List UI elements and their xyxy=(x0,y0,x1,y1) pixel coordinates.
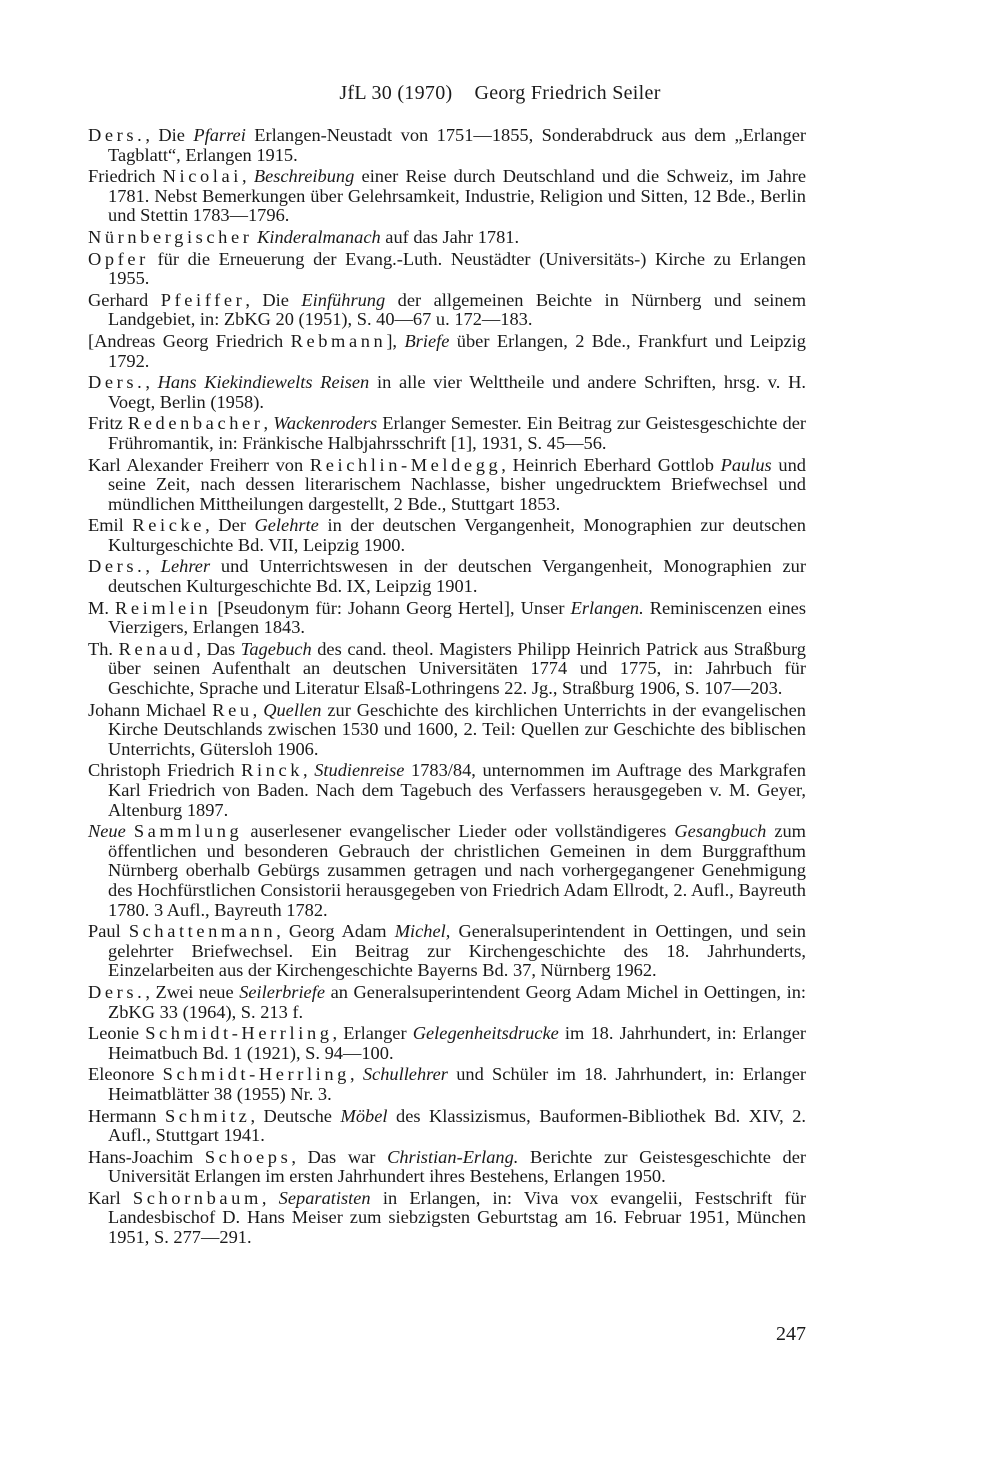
entry-text: , Georg Adam xyxy=(276,921,395,942)
entry-title-keyword: Paulus xyxy=(720,454,772,475)
entry-title-keyword: Michel, xyxy=(394,921,451,942)
entry-author: Opfer xyxy=(88,248,149,269)
entry-text: , xyxy=(263,413,274,434)
entry-author: Schmidt-Herrling xyxy=(145,1023,333,1044)
entry-text: Erlangen-Neustadt von 1751—1855, Sonderabdruck aus dem „Erlanger Tagblatt“, Erlangen 1915. xyxy=(108,125,806,165)
entry-author: Reimlein xyxy=(115,597,212,618)
bibliography-entry xyxy=(88,250,806,289)
bibliography-entry xyxy=(88,1065,806,1104)
entry-title-keyword: Schullehrer xyxy=(362,1064,448,1085)
entry-title-keyword: Christian-Erlang. xyxy=(387,1146,519,1167)
entry-text: auserlesener evangelischer Lieder oder vollständigeres xyxy=(242,821,675,842)
entry-text: , Das war xyxy=(291,1146,388,1167)
entry-text: Christoph Friedrich xyxy=(88,760,242,781)
entry-text: einer Reise durch Deutschland und die Schweiz, im Jahre 1781. Nebst Bemerkungen über Gelehrsamkeit, Industrie, Religion und Sitten, 12 Bde., Berlin und Stettin 1783—1796. xyxy=(108,166,806,226)
entry-title-keyword: Lehrer xyxy=(160,556,211,577)
bibliography-entry xyxy=(88,332,806,371)
entry-author: Rinck xyxy=(241,760,304,781)
bibliography-entry xyxy=(88,1189,806,1248)
entry-text: , xyxy=(303,760,315,781)
entry-text: ], xyxy=(386,330,405,351)
entry-text: in der deutschen Vergangenheit, Monographien zur deutschen Kulturgeschichte Bd. VII, Leipzig 1900. xyxy=(108,515,806,555)
entry-author: Nicolai xyxy=(162,166,242,187)
entry-title-keyword: Briefe xyxy=(404,330,450,351)
entry-title-keyword: Separatisten xyxy=(278,1187,371,1208)
entry-text: Leonie xyxy=(88,1023,146,1044)
entry-title-keyword: Erlangen. xyxy=(570,597,644,618)
entry-author: Ders. xyxy=(88,556,146,577)
entry-text: und Schüler im 18. Jahrhundert, in: Erlanger Heimatblätter 38 (1955) Nr. 3. xyxy=(108,1064,806,1104)
entry-text: Berichte zur Geistesgeschichte der Universität Erlangen im ersten Jahrhundert ihres Bestehens, Erlangen 1950. xyxy=(108,1146,806,1187)
entry-text: , xyxy=(242,166,254,187)
entry-text: zum öffentlichen und besonderen Gebrauch der christlichen Gemeinen in dem Burggrafthum Nürnberg oberhalb Gebürgs zusammen getragen und nach vorhergegangener Genehmigung des Hochfürstlichen Consistorii herausgegeben von Friedrich Adam Ellrodt, 2. Aufl., Bayreuth 1780. 3 Aufl., Bayreuth 1782. xyxy=(108,821,806,920)
entry-author: Schoeps xyxy=(204,1146,292,1167)
entry-author: Reu xyxy=(212,699,253,720)
entry-author: Nürnbergischer xyxy=(88,226,253,247)
entry-text: Gerhard xyxy=(88,289,161,310)
bibliography-entry xyxy=(88,167,806,226)
bibliography-entry xyxy=(88,126,806,165)
entry-title-keyword: Seilerbriefe xyxy=(239,981,325,1002)
entry-text: der allgemeinen Beichte in Nürnberg und seinem Landgebiet, in: ZbKG 20 (1951), S. 40—67 u. 172—183. xyxy=(108,289,807,330)
entry-text xyxy=(126,821,134,841)
entry-text: Friedrich xyxy=(88,166,163,187)
entry-text: Karl Alexander Freiherr von xyxy=(88,454,310,475)
entry-text: in Erlangen, in: Viva vox evangelii, Festschrift für Landesbischof D. Hans Meiser zum siebzigsten Geburtstag am 16. Februar 1951, München 1951, S. 277—291. xyxy=(108,1187,806,1248)
entry-text: , xyxy=(145,556,161,577)
bibliography-entry xyxy=(88,822,806,920)
bibliography-entry xyxy=(88,922,806,981)
entry-title-keyword: Studienreise xyxy=(314,760,405,781)
entry-text: Emil xyxy=(88,515,133,536)
entry-title-keyword: Pfarrei xyxy=(193,125,246,145)
entry-text: Eleonore xyxy=(88,1064,163,1085)
bibliography-entry xyxy=(88,414,806,453)
bibliography-entry xyxy=(88,701,806,760)
entry-title-keyword: Möbel xyxy=(340,1105,388,1126)
bibliography-entry xyxy=(88,516,806,555)
entry-author: Schattenmann xyxy=(128,921,277,942)
entry-title-keyword: Hans Kiekindiewelts Reisen xyxy=(157,372,370,393)
entry-text: Hans-Joachim xyxy=(88,1146,205,1167)
entry-author: Reicke xyxy=(132,515,206,536)
bibliography-entry xyxy=(88,640,806,699)
bibliography-entry xyxy=(88,456,806,515)
bibliography-entry xyxy=(88,761,806,820)
entry-text: Johann Michael xyxy=(88,699,213,720)
entry-text: Erlanger Semester. Ein Beitrag zur Geistesgeschichte der Frühromantik, in: Fränkische Halbjahrsschrift [1], 1931, S. 45—56. xyxy=(108,413,806,453)
running-header-author: Georg Friedrich Seiler xyxy=(474,82,661,104)
entry-text: und Unterrichtswesen in der deutschen Vergangenheit, Monographien zur deutschen Kulturgeschichte Bd. IX, Leipzig 1901. xyxy=(108,556,806,597)
bibliography-list xyxy=(88,126,806,1250)
entry-text: , xyxy=(349,1064,363,1085)
entry-title-keyword: Gelegenheitsdrucke xyxy=(412,1023,559,1044)
entry-title-keyword: Neue xyxy=(88,821,126,842)
entry-text: Generalsuperintendent in Oettingen, und sein gelehrter Briefwechsel. Ein Beitrag zur Kirchengeschichte des 18. Jahrhunderts, Einzelarbeiten aus der Kirchengeschichte Bayerns Bd. 37, Nürnberg 1962. xyxy=(108,921,807,981)
entry-text: , Der xyxy=(205,515,255,536)
entry-author: Renaud xyxy=(118,638,197,659)
entry-title-keyword: Quellen xyxy=(263,699,322,720)
entry-text: , xyxy=(145,372,158,393)
entry-text: , Die xyxy=(245,289,302,310)
journal-reference: JfL 30 (1970) xyxy=(339,82,453,104)
bibliography-entry xyxy=(88,1148,806,1187)
entry-text: [Andreas Georg Friedrich xyxy=(88,330,291,351)
entry-text: des cand. theol. Magisters Philipp Heinrich Patrick aus Straßburg über seinen Aufenthalt an deutschen Universitäten 1774 und 1775, in: Jahrbuch für Geschichte, Sprache und Literatur Elsaß-Lothringens 22. Jg., Straßburg 1906, S. 107—203. xyxy=(108,638,806,699)
entry-author: Ders. xyxy=(88,981,146,1002)
entry-title-keyword: Wackenroders xyxy=(273,413,378,434)
bibliography-entry xyxy=(88,983,806,1022)
entry-text: [Pseudonym für: Johann Georg Hertel], Unser xyxy=(211,597,571,618)
bibliography-entry xyxy=(88,1107,806,1146)
running-header xyxy=(0,82,1000,105)
entry-author: Sammlung xyxy=(133,821,243,842)
entry-text: , Heinrich Eberhard Gottlob xyxy=(501,454,721,475)
entry-text: über Erlangen, 2 Bde., Frankfurt und Leipzig 1792. xyxy=(108,330,806,371)
entry-author: Schornbaum xyxy=(132,1187,262,1208)
bibliography-entry xyxy=(88,373,806,412)
entry-text: im 18. Jahrhundert, in: Erlanger Heimatbuch Bd. 1 (1921), S. 94—100. xyxy=(108,1023,806,1063)
entry-text: Hermann xyxy=(88,1105,165,1126)
entry-author: Pfeiffer xyxy=(160,289,246,310)
bibliography-entry xyxy=(88,557,806,596)
entry-text: und seine Zeit, nach dessen literarischem Nachlasse, bisher ungedrucktem Briefwechsel und mündlichen Mittheilungen dargestellt, 2 Bde., Stuttgart 1853. xyxy=(108,454,807,514)
entry-text: des Klassizismus, Bauformen-Bibliothek Bd. XIV, 2. Aufl., Stuttgart 1941. xyxy=(108,1105,807,1146)
entry-title-keyword: Tagebuch xyxy=(240,638,312,659)
entry-text: auf das Jahr 1781. xyxy=(380,226,520,247)
bibliography-entry xyxy=(88,291,806,330)
entry-author: Ders. xyxy=(88,372,146,393)
entry-text: , Erlanger xyxy=(332,1023,413,1044)
entry-text: in alle vier Welttheile und andere Schriften, hrsg. v. H. Voegt, Berlin (1958). xyxy=(108,372,807,412)
entry-text: für die Erneuerung der Evang.-Luth. Neustädter (Universitäts-) Kirche zu Erlangen 1955. xyxy=(108,248,806,289)
entry-title-keyword: Beschreibung xyxy=(253,166,355,187)
entry-author: Schmidt-Herrling xyxy=(162,1064,350,1085)
entry-text: Paul xyxy=(88,921,129,942)
entry-text: Fritz xyxy=(88,413,128,434)
entry-text: an Generalsuperintendent Georg Adam Michel in Oettingen, in: ZbKG 33 (1964), S. 213 f. xyxy=(108,981,807,1022)
entry-title-keyword: Gelehrte xyxy=(254,515,319,536)
entry-text: Reminiscenzen eines Vierzigers, Erlangen 1843. xyxy=(108,597,806,638)
entry-text: 1783/84, unternommen im Auftrage des Markgrafen Karl Friedrich von Baden. Nach dem Tagebuch des Verfassers herausgegeben v. M. Geyer, Altenburg 1897. xyxy=(108,760,806,820)
bibliography-entry xyxy=(88,1024,806,1063)
bibliography-entry xyxy=(88,599,806,638)
entry-text: , Die xyxy=(145,125,194,145)
page-number: 247 xyxy=(776,1323,806,1345)
entry-title-keyword: Einführung xyxy=(301,289,386,310)
entry-text: , Zwei neue xyxy=(145,981,240,1002)
entry-text: M. xyxy=(88,597,116,618)
entry-author: Schmitz xyxy=(164,1105,251,1126)
entry-text: , Das xyxy=(196,638,241,659)
entry-title-keyword: Kinderalmanach xyxy=(257,226,381,247)
entry-author: Redenbacher xyxy=(127,413,264,434)
entry-text: , Deutsche xyxy=(250,1105,341,1126)
bibliography-entry xyxy=(88,228,806,248)
entry-author: Reichlin-Meldegg xyxy=(309,454,502,475)
entry-text: Karl xyxy=(88,1187,133,1208)
entry-text: , xyxy=(252,699,264,720)
entry-text: , xyxy=(261,1187,279,1208)
entry-text: zur Geschichte des kirchlichen Unterrichts in der evangelischen Kirche Deutschlands zwischen 1530 und 1600, 2. Teil: Quellen zur Geschichte des biblischen Unterrichts, Gütersloh 1906. xyxy=(108,699,806,759)
entry-text: Th. xyxy=(88,638,119,659)
entry-title-keyword: Gesangbuch xyxy=(674,821,767,842)
entry-author: Rebmann xyxy=(290,330,387,351)
entry-author: Ders. xyxy=(88,125,146,145)
